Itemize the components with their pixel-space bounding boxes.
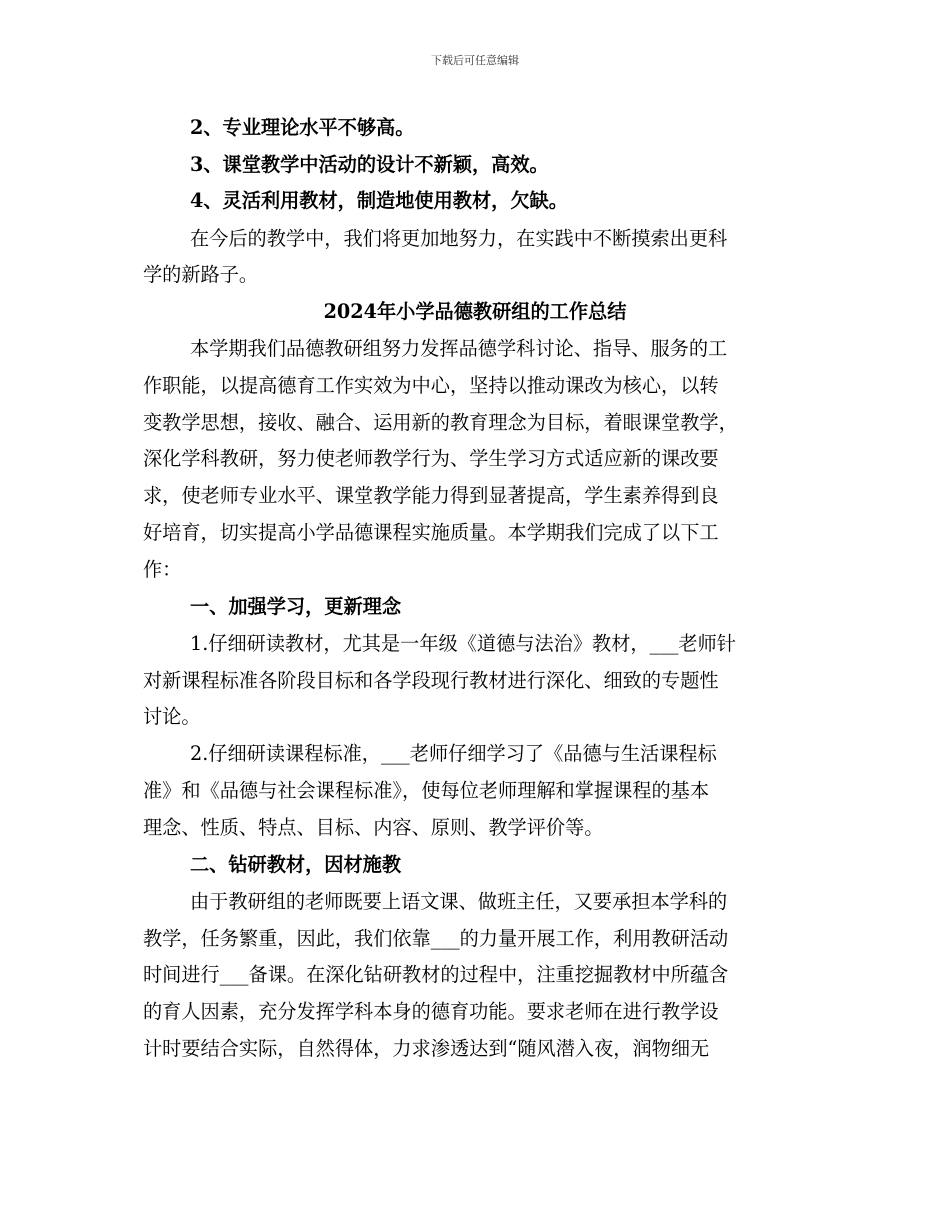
text-line: 准》和《品德与社会课程标准》，使每位老师理解和掌握课程的基本 — [143, 779, 710, 802]
text-line: 深化学科教研，努力使老师教学行为、学生学习方式适应新的课改要 — [143, 447, 719, 470]
page-header: 下载后可任意编辑 — [431, 54, 519, 67]
text-line: 作职能，以提高德育工作实效为中心，坚持以推动课改为核心，以转 — [143, 374, 719, 397]
text-line: 在今后的教学中，我们将更加地努力，在实践中不断摸索出更科 — [190, 227, 728, 250]
text-line: 4、灵活利用教材，制造地使用教材，欠缺。 — [190, 189, 568, 212]
text-line: 2、专业理论水平不够高。 — [190, 116, 415, 139]
text-line: 教学，任务繁重，因此，我们依靠___的力量开展工作，利用教研活动 — [143, 927, 729, 950]
text-line: 学的新路子。 — [143, 263, 259, 286]
text-line: 时间进行___备课。在深化钻研教材的过程中，注重挖掘教材中所蕴含 — [143, 963, 729, 986]
text-line: 作： — [143, 558, 182, 581]
text-line: 理念、性质、特点、目标、内容、原则、教学评价等。 — [143, 816, 604, 839]
text-line: 变教学思想，接收、融合、运用新的教育理念为目标，着眼课堂教学， — [143, 411, 738, 434]
text-line: 2.仔细研读课程标准，___老师仔细学习了《品德与生活课程标 — [190, 742, 717, 765]
document-title: 2024年小学品德教研组的工作总结 — [323, 300, 627, 323]
text-line: 计时要结合实际，自然得体，力求渗透达到“随风潜入夜，润物细无 — [143, 1037, 710, 1060]
text-line: 对新课程标准各阶段目标和各学段现行教材进行深化、细致的专题性 — [143, 669, 719, 692]
text-line: 的育人因素，充分发挥学科本身的德育功能。要求老师在进行教学设 — [143, 1000, 719, 1023]
text-line: 好培育，切实提高小学品德课程实施质量。本学期我们完成了以下工 — [143, 521, 719, 544]
section-heading: 一、加强学习，更新理念 — [190, 595, 402, 618]
text-line: 3、课堂教学中活动的设计不新颖，高效。 — [190, 153, 549, 176]
text-line: 1.仔细研读教材，尤其是一年级《道德与法治》教材，___老师针 — [190, 632, 736, 655]
text-line: 本学期我们品德教研组努力发挥品德学科讨论、指导、服务的工 — [190, 337, 728, 360]
section-heading: 二、钻研教材，因材施教 — [190, 853, 402, 876]
text-line: 讨论。 — [143, 705, 201, 728]
text-line: 求，使老师专业水平、课堂教学能力得到显著提高，学生素养得到良 — [143, 484, 719, 507]
text-line: 由于教研组的老师既要上语文课、做班主任，又要承担本学科的 — [190, 890, 728, 913]
